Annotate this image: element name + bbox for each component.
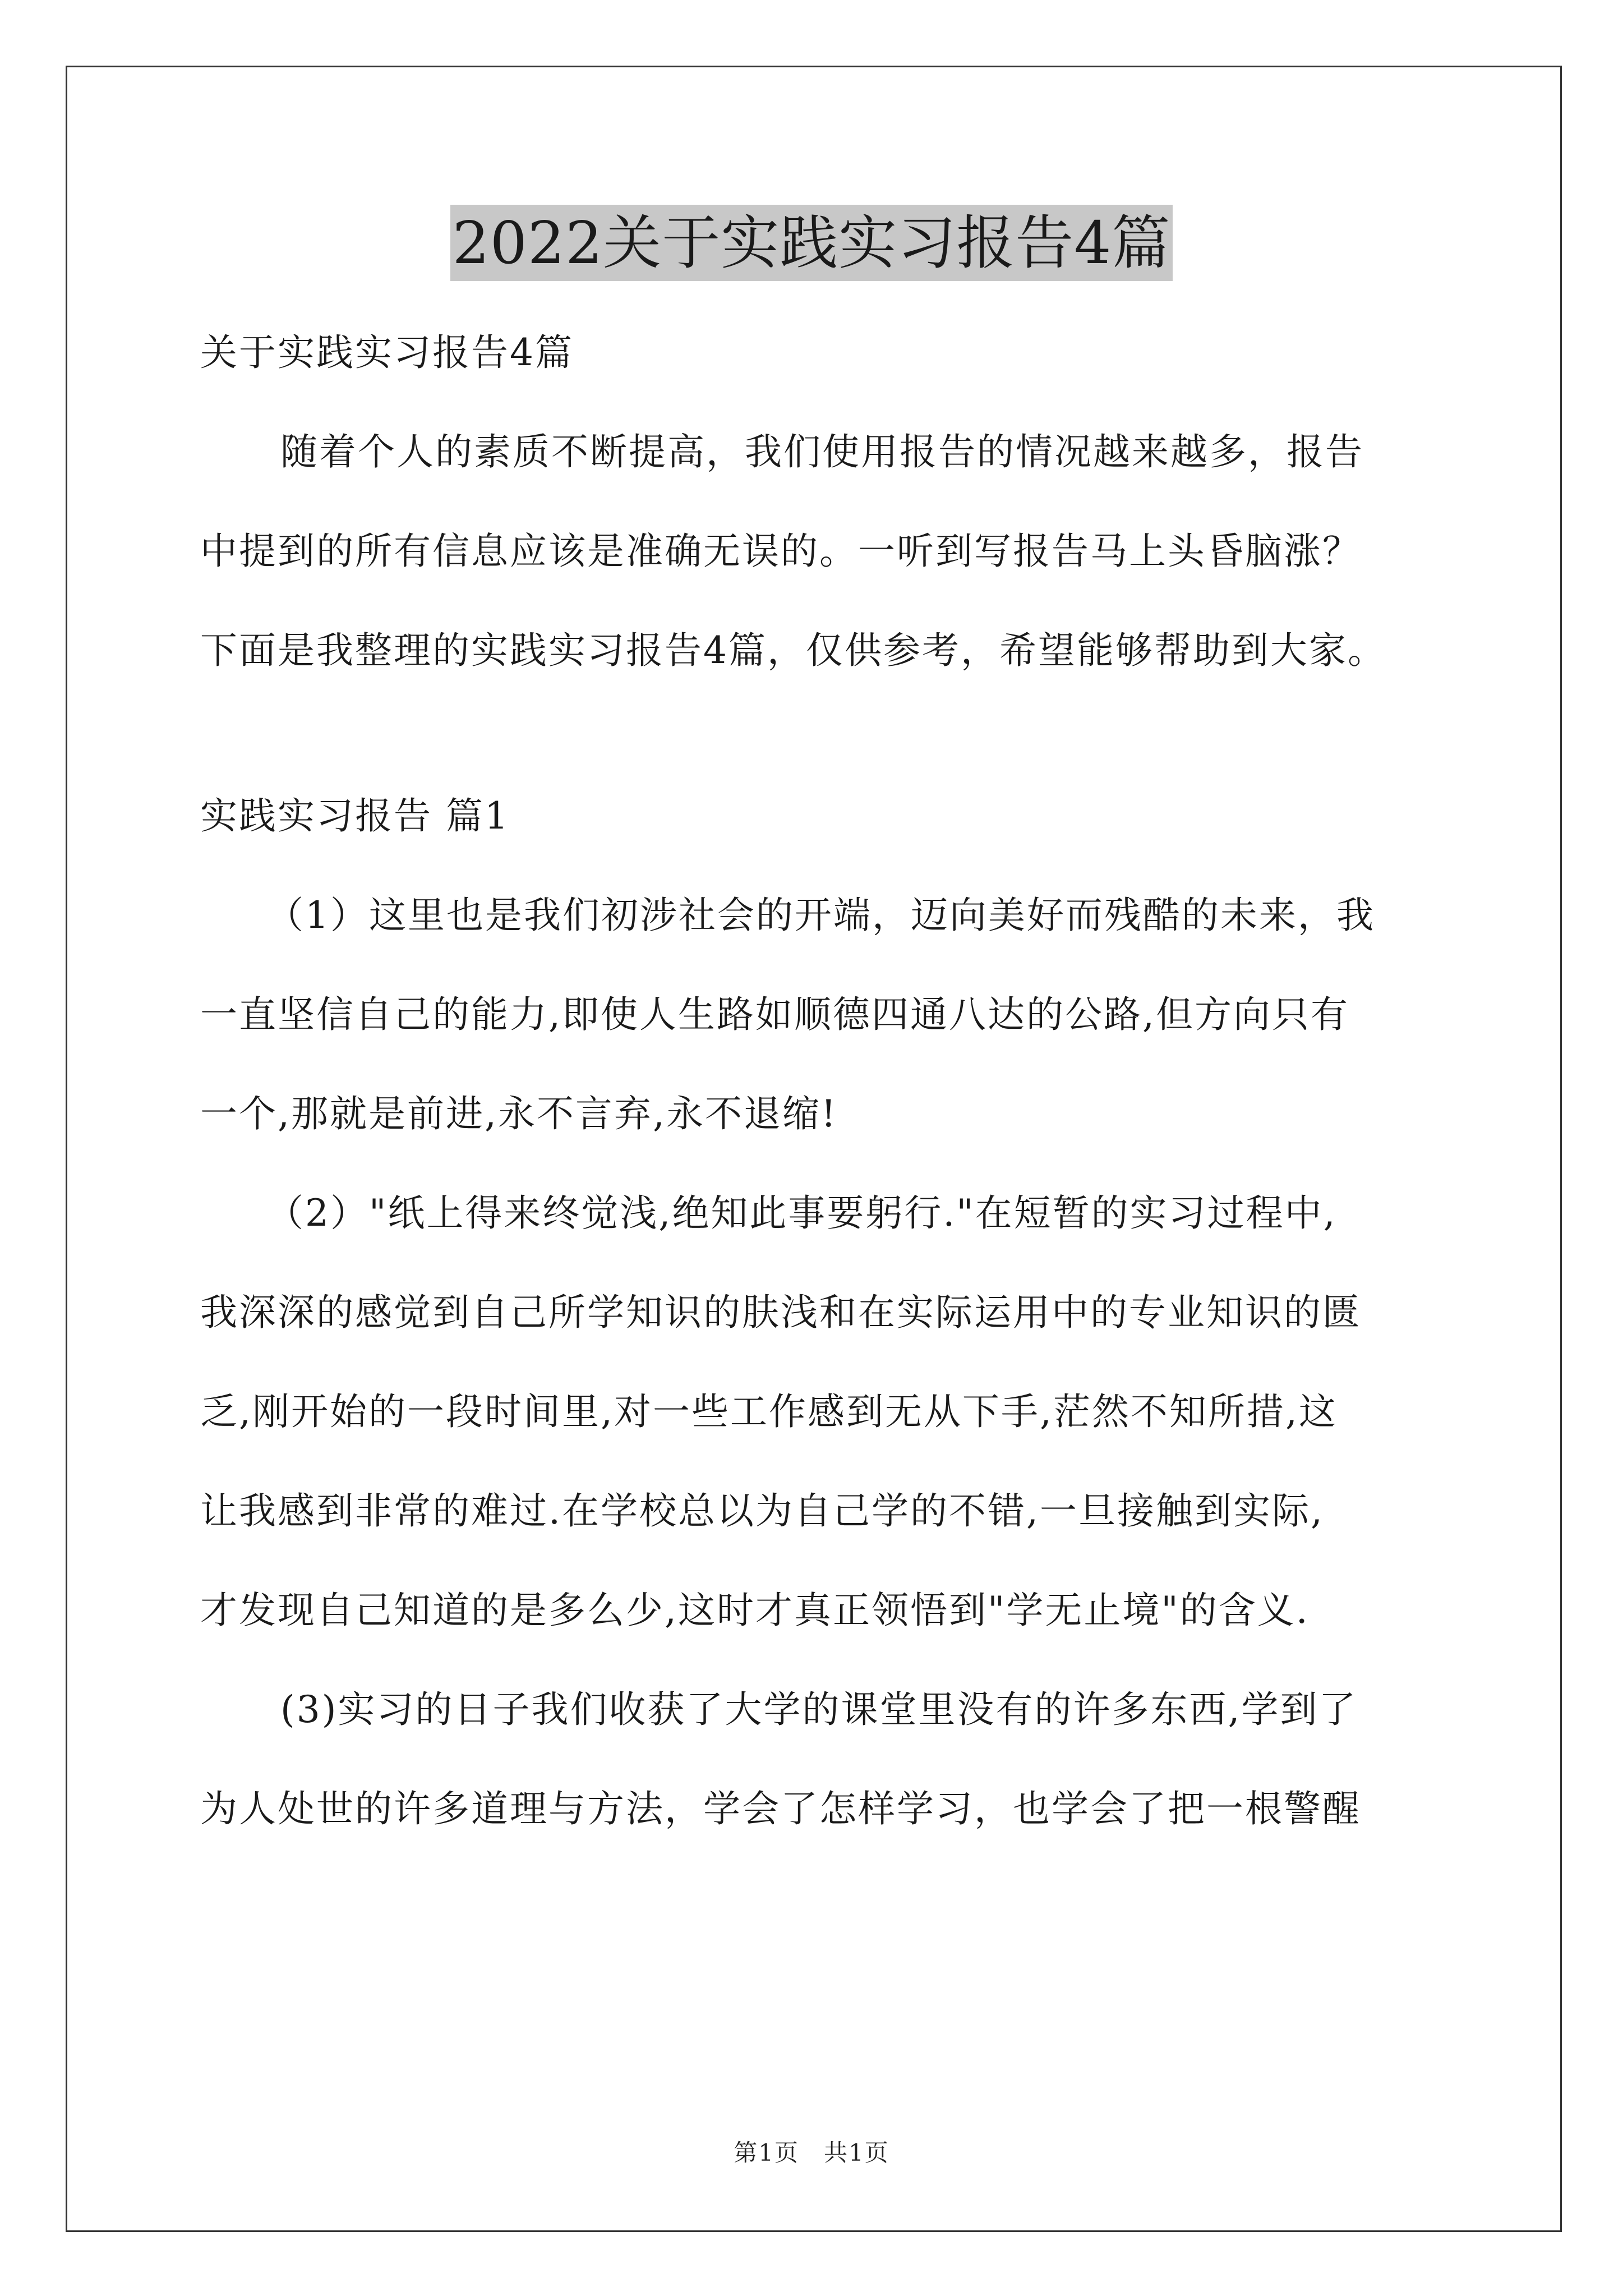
paragraph-line: 才发现自己知道的是多么少,这时才真正领悟到"学无止境"的含义. <box>200 1589 1310 1632</box>
paragraph-line: 一个,那就是前进,永不言弃,永不退缩! <box>200 1092 838 1135</box>
paragraph-line: 一直坚信自己的能力,即使人生路如顺德四通八达的公路,但方向只有 <box>200 993 1349 1036</box>
section-heading: 实践实习报告 篇1 <box>200 794 510 838</box>
paragraph-line: （2）"纸上得来终觉浅,绝知此事要躬行."在短暂的实习过程中, <box>266 1191 1337 1235</box>
document-title: 2022关于实践实习报告4篇 <box>450 205 1173 281</box>
document-body <box>200 303 1434 1858</box>
intro-line: 随着个人的素质不断提高，我们使用报告的情况越来越多，报告 <box>280 430 1364 473</box>
paragraph-line: 我深深的感觉到自己所学知识的肤浅和在实际运用中的专业知识的匮 <box>200 1291 1361 1334</box>
paragraph-line: 乏,刚开始的一段时间里,对一些工作感到无从下手,茫然不知所措,这 <box>200 1390 1338 1433</box>
title-container <box>0 205 1623 281</box>
intro-line: 下面是我整理的实践实习报告4篇，仅供参考，希望能够帮助到大家。 <box>200 629 1386 672</box>
section-spacer <box>200 700 1434 766</box>
paragraph-line: （1）这里也是我们初涉社会的开端，迈向美好而残酷的未来，我 <box>266 894 1375 937</box>
page-footer: 第1页 共1页 <box>734 2139 889 2166</box>
paragraph-line: 为人处世的许多道理与方法，学会了怎样学习，也学会了把一根警醒 <box>200 1787 1361 1830</box>
document-subtitle: 关于实践实习报告4篇 <box>200 331 574 374</box>
paragraph-line: 让我感到非常的难过.在学校总以为自己学的不错,一旦接触到实际, <box>200 1489 1324 1533</box>
intro-line: 中提到的所有信息应该是准确无误的。一听到写报告马上头昏脑涨？ <box>200 530 1361 573</box>
paragraph-line: (3)实习的日子我们收获了大学的课堂里没有的许多东西,学到了 <box>280 1688 1358 1731</box>
